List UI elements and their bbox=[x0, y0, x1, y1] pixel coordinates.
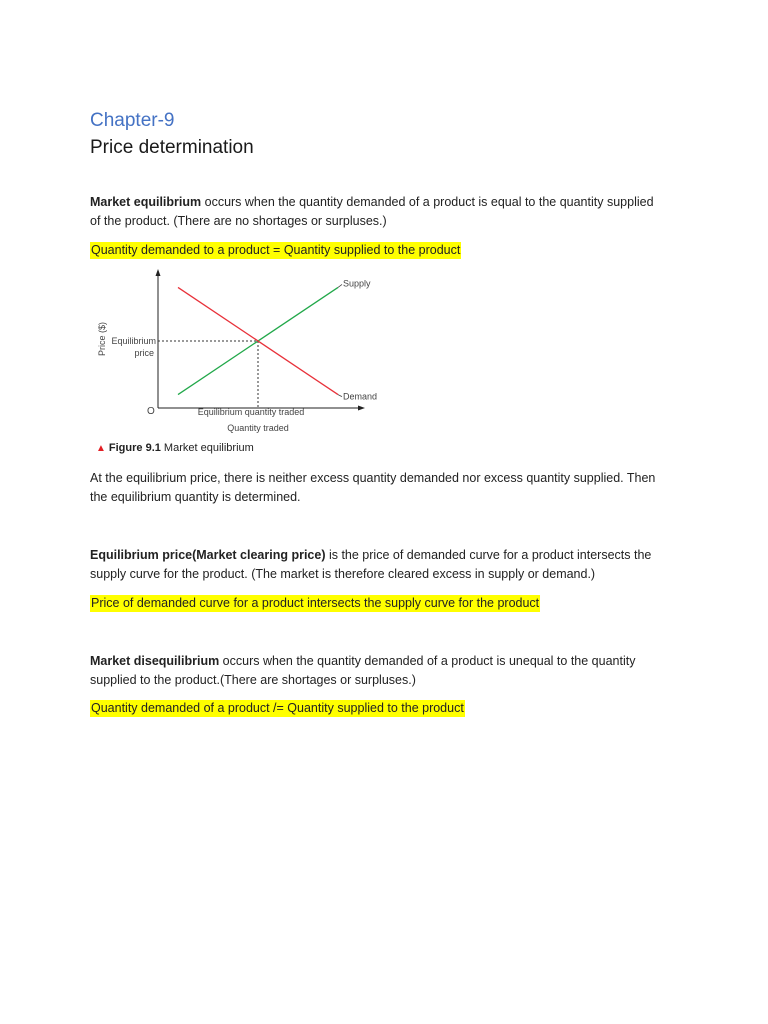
market-equilibrium-term: Market equilibrium bbox=[90, 195, 202, 209]
market-equilibrium-chart bbox=[92, 266, 382, 458]
demand-label: Demand bbox=[343, 391, 378, 402]
origin-label: O bbox=[147, 406, 155, 417]
equilibrium-price-term: Equilibrium price(Market clearing price) bbox=[90, 548, 326, 562]
equilibrium-price-label-2: price bbox=[134, 348, 154, 358]
x-axis-arrow bbox=[358, 406, 365, 411]
market-equilibrium-paragraph bbox=[90, 193, 690, 231]
equilibrium-price-highlight: Price of demanded curve for a product intersects the supply curve for the product bbox=[91, 596, 540, 610]
market-disequilibrium-paragraph bbox=[90, 652, 690, 690]
market-equilibrium-text-2: of the product. (There are no shortages or surpluses.) bbox=[90, 214, 387, 228]
y-axis-label: Price ($) bbox=[97, 321, 107, 357]
equilibrium-price-label-1: Equilibrium bbox=[111, 336, 156, 346]
equilibrium-explanation-text-1: At the equilibrium price, there is neither excess quantity demanded nor excess quantity supplied. Then bbox=[90, 471, 656, 485]
x-axis-label: Quantity traded bbox=[227, 423, 289, 433]
figure-number: Figure 9.1 bbox=[108, 442, 161, 454]
equilibrium-price-explanation bbox=[90, 469, 690, 507]
y-axis-arrow bbox=[156, 269, 161, 276]
demand-label-tick bbox=[338, 395, 342, 397]
market-disequilibrium-text-1: occurs when the quantity demanded of a product is unequal to the quantity bbox=[219, 654, 636, 668]
supply-label: Supply bbox=[343, 278, 371, 289]
equilibrium-price-paragraph bbox=[90, 546, 690, 584]
supply-label-tick bbox=[338, 284, 342, 287]
market-equilibrium-highlight: Quantity demanded to a product = Quantity supplied to the product bbox=[91, 243, 461, 257]
market-disequilibrium-text-2: supplied to the product.(There are shortages or surpluses.) bbox=[90, 673, 416, 687]
caption-triangle-icon: ▲ bbox=[96, 443, 106, 454]
page-title: Price determination bbox=[90, 137, 254, 158]
equilibrium-price-text-1: is the price of demanded curve for a product intersects the bbox=[325, 548, 652, 562]
equilibrium-price-text-2: supply curve for the product. (The market is therefore cleared excess in supply or demand.) bbox=[90, 567, 596, 581]
equilibrium-quantity-label: Equilibrium quantity traded bbox=[197, 407, 305, 417]
market-equilibrium-text-1: occurs when the quantity demanded of a product is equal to the quantity supplied bbox=[201, 195, 654, 209]
figure-caption-text: Market equilibrium bbox=[160, 442, 254, 454]
market-disequilibrium-highlight: Quantity demanded of a product /= Quantity supplied to the product bbox=[91, 701, 464, 715]
chapter-heading: Chapter-9 bbox=[90, 110, 175, 131]
equilibrium-explanation-text-2: the equilibrium quantity is determined. bbox=[90, 490, 301, 504]
figure-caption bbox=[96, 442, 254, 454]
market-disequilibrium-term: Market disequilibrium bbox=[90, 654, 220, 668]
